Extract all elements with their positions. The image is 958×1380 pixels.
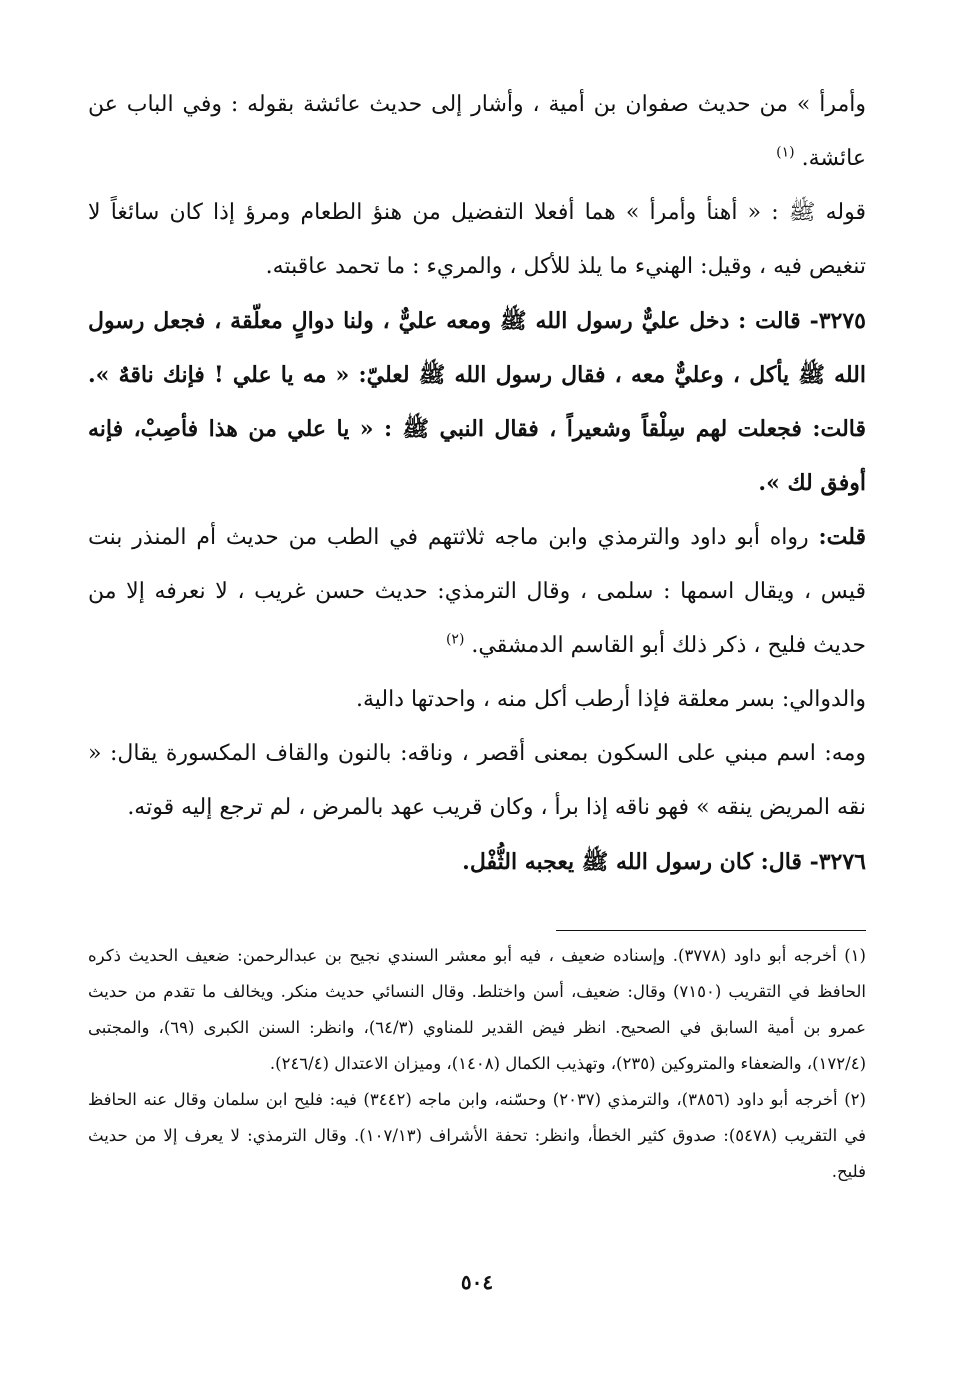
paragraph-dawali xyxy=(88,673,866,727)
paragraph-1 xyxy=(88,78,866,186)
hadith-3275-text: ٣٢٧٥- قالت : دخل عليٌّ رسول الله ﷺ ومعه عليٌّ ، ولنا دوالٍ معلّقة ، فجعل رسول الله ﷺ يأكل ، وعليٌّ معه ، فقال رسول الله ﷺ لعليّ: « مه يا علي ! فإنك ناقهٌ ». قالت: فجعلت لهم سِلْقاً وشعيراً ، فقال النبي ﷺ : « يا علي من هذا فأصِبْ، فإنه أوفق لك ». xyxy=(88,308,866,496)
footnote-divider xyxy=(556,930,866,931)
footnote-ref-2[interactable]: (٢) xyxy=(445,631,465,648)
dawali-text: والدوالي: بسر معلقة فإذا أرطب أكل منه ، واحدتها دالية. xyxy=(355,687,866,712)
book-page xyxy=(88,78,866,1380)
paragraph-mah xyxy=(88,727,866,835)
main-text xyxy=(88,78,866,889)
page-number: ٥٠٤ xyxy=(460,1270,494,1294)
paragraph-2-text: قوله ﷺ : « أهنأ وأمرأ » هما أفعلا التفضيل من هنؤ الطعام ومرؤ إذا كان سائغاً لا تنغيص فيه ، وقيل: الهنيء ما يلذ للأكل ، والمريء : ما تحمد عاقبته. xyxy=(88,200,866,279)
footnote-ref-1[interactable]: (١) xyxy=(776,144,795,161)
footnotes xyxy=(88,938,866,1190)
hadith-3276-text: ٣٢٧٦- قال: كان رسول الله ﷺ يعجبه الثُّفْل. xyxy=(462,849,866,875)
hadith-3276 xyxy=(88,835,866,889)
mah-text: ومه: اسم مبني على السكون بمعنى أقصر ، وناقه: بالنون والقاف المكسورة يقال: « نقه المريض ينقه » فهو ناقه إذا برأ ، وكان قريب عهد بالمرض ، لم ترجع إليه قوته. xyxy=(88,741,866,820)
commentary-lead: قلت: xyxy=(818,524,867,550)
commentary-text: رواه أبو داود والترمذي وابن ماجه ثلاثتهم في الطب من حديث أم المنذر بنت قيس ، ويقال اسمها : سلمى ، وقال الترمذي: حديث حسن غريب ، لا نعرفه إلا من حديث فليح ، ذكر ذلك أبو القاسم الدمشقي. xyxy=(88,525,866,658)
hadith-3275 xyxy=(88,294,866,510)
paragraph-commentary xyxy=(88,510,866,673)
footnote-1: (١) أخرجه أبو داود (٣٧٧٨). وإسناده ضعيف ، فيه أبو معشر السندي نجيح بن عبدالرحمن: ضعيف الحديث ذكره الحافظ في التقريب (٧١٥٠) وقال: ضعيف، أسن واختلط. وقال النسائي حديث منكر. ويخالف ما تقدم من حديث عمرو بن أمية السابق في الصحيح. انظر فيض القدير للمناوي (٦٤/٣)، وانظر: السنن الكبرى (٦٩)، والمجتبى (١٧٢/٤)، والضعفاء والمتروكين (٢٣٥)، وتهذيب الكمال (١٤٠٨)، وميزان الاعتدال (٢٤٦/٤). xyxy=(88,946,866,1073)
footnote-2: (٢) أخرجه أبو داود (٣٨٥٦)، والترمذي (٢٠٣٧) وحسّنه، وابن ماجه (٣٤٤٢) فيه: فليح ابن سلمان وقال عنه الحافظ في التقريب (٥٤٧٨): صدوق كثير الخطأ، وانظر: تحفة الأشراف (١٠٧/١٣). وقال الترمذي: لا يعرف إلا من حديث فليح. xyxy=(88,1090,867,1181)
paragraph-2 xyxy=(88,186,866,294)
paragraph-1-text: وأمرأ » من حديث صفوان بن أمية ، وأشار إلى حديث عائشة بقوله : وفي الباب عن عائشة. xyxy=(88,92,866,171)
